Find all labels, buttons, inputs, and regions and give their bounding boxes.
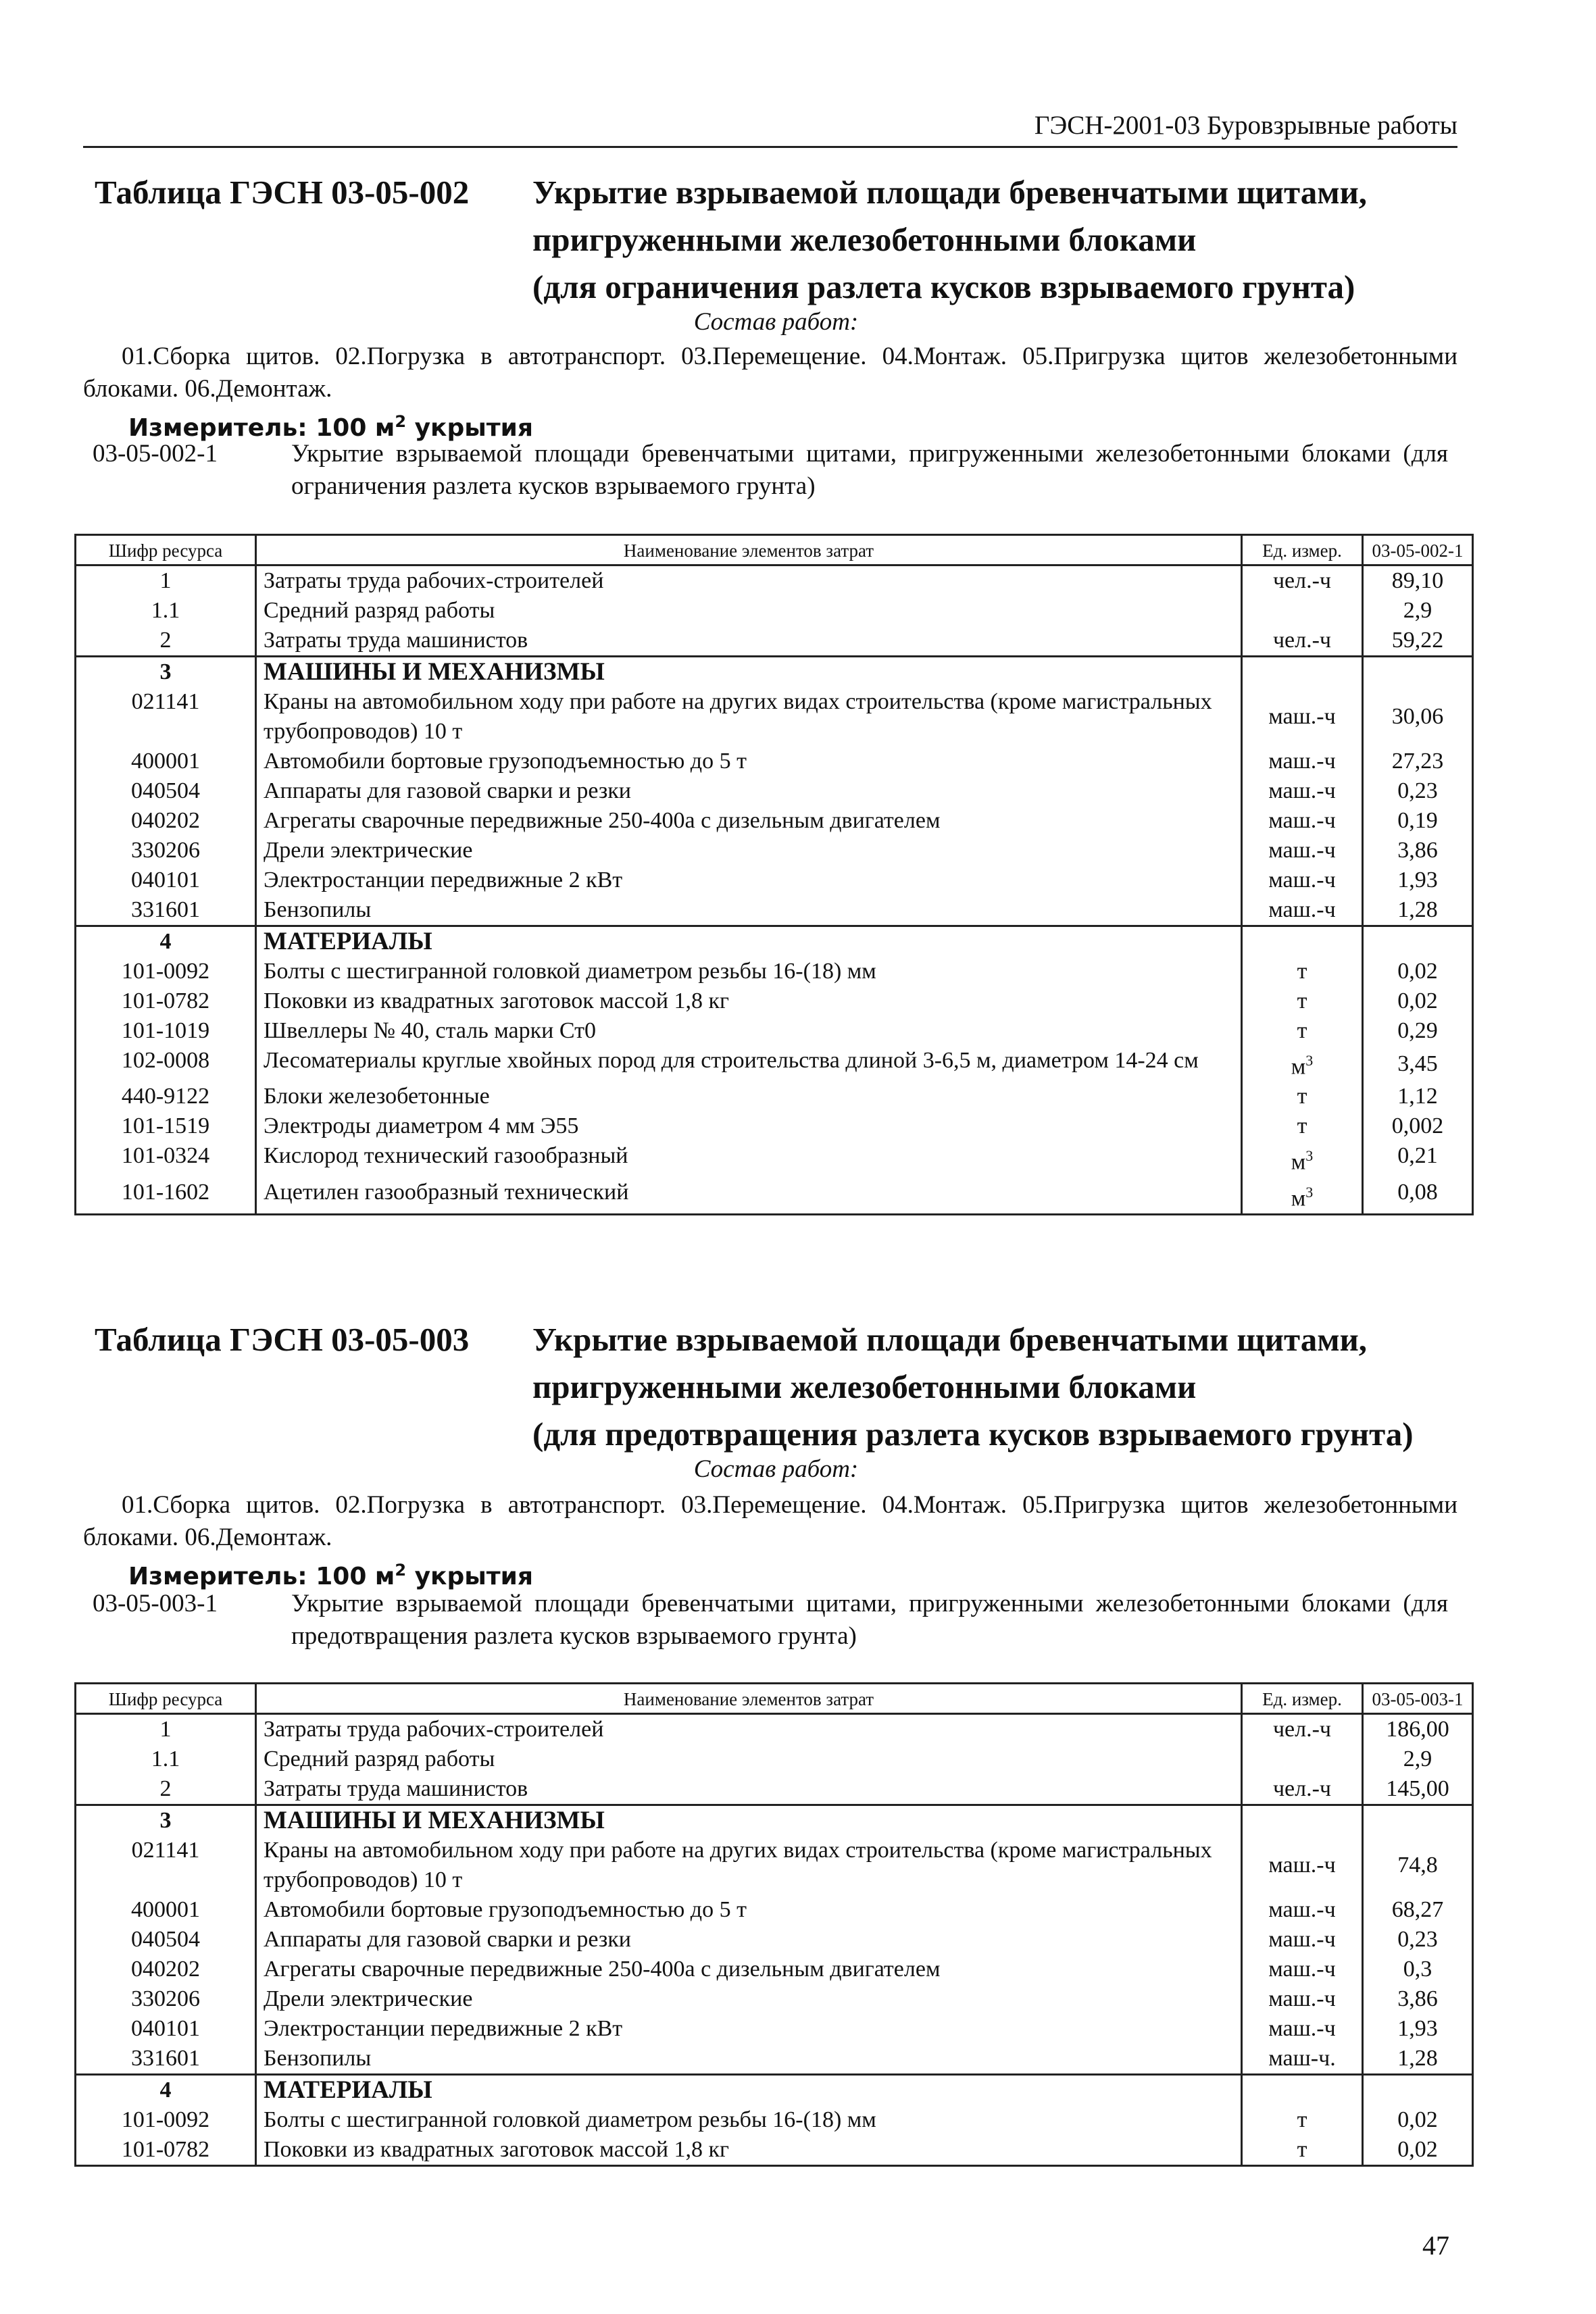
cell-code: 440-9122 bbox=[76, 1082, 256, 1111]
cell-code: 400001 bbox=[76, 1895, 256, 1925]
cell-code: 040504 bbox=[76, 1925, 256, 1955]
table-row bbox=[76, 865, 1473, 895]
cell-name: МАШИНЫ И МЕХАНИЗМЫ bbox=[256, 1805, 1242, 1836]
cell-value: 1,28 bbox=[1363, 895, 1473, 926]
table-row bbox=[76, 596, 1473, 626]
cell-value: 0,02 bbox=[1363, 2105, 1473, 2135]
cell-unit: т bbox=[1242, 1082, 1363, 1111]
table-row bbox=[76, 1984, 1473, 2014]
cell-code: 4 bbox=[76, 926, 256, 957]
cell-code: 331601 bbox=[76, 895, 256, 926]
cell-value: 2,9 bbox=[1363, 1744, 1473, 1774]
cell-value: 0,3 bbox=[1363, 1955, 1473, 1984]
norm-description: Укрытие взрываемой площади бревенчатыми щитами, пригруженными железобетонными блоками (для предотвращения разлета кусков взрываемого грунта) bbox=[291, 1590, 1448, 1650]
cell-name: МАТЕРИАЛЫ bbox=[256, 2075, 1242, 2106]
table-row bbox=[76, 1178, 1473, 1215]
cell-unit: маш.-ч bbox=[1242, 895, 1363, 926]
cell-unit bbox=[1242, 1805, 1363, 1836]
cell-unit: чел.-ч bbox=[1242, 1714, 1363, 1745]
table-section-row bbox=[76, 1805, 1473, 1836]
cell-value: 0,002 bbox=[1363, 1111, 1473, 1141]
cell-unit bbox=[1242, 926, 1363, 957]
table-row bbox=[76, 626, 1473, 657]
cell-code: 101-0092 bbox=[76, 957, 256, 986]
table-row bbox=[76, 1141, 1473, 1177]
cell-name: Электроды диаметром 4 мм Э55 bbox=[256, 1111, 1242, 1141]
cell-value: 3,86 bbox=[1363, 836, 1473, 865]
table-row bbox=[76, 1895, 1473, 1925]
cell-unit: т bbox=[1242, 957, 1363, 986]
table-title bbox=[532, 169, 1492, 311]
table-row bbox=[76, 1082, 1473, 1111]
cell-code: 4 bbox=[76, 2075, 256, 2106]
table-title-line: (для ограничения разлета кусков взрываемого грунта) bbox=[532, 268, 1355, 305]
cell-unit: т bbox=[1242, 1111, 1363, 1141]
composition-heading: Состав работ: bbox=[693, 1455, 859, 1483]
cell-name: Бензопилы bbox=[256, 895, 1242, 926]
table-row bbox=[76, 2105, 1473, 2135]
header-name: Наименование элементов затрат bbox=[256, 535, 1242, 565]
cell-value: 1,12 bbox=[1363, 1082, 1473, 1111]
cell-name: Затраты труда машинистов bbox=[256, 1774, 1242, 1805]
cell-code: 1.1 bbox=[76, 596, 256, 626]
cell-value: 30,06 bbox=[1363, 687, 1473, 747]
page-number: 47 bbox=[1422, 2230, 1449, 2261]
table-row bbox=[76, 836, 1473, 865]
meter-sup: 2 bbox=[395, 412, 407, 431]
table-row bbox=[76, 1744, 1473, 1774]
cell-value: 0,23 bbox=[1363, 776, 1473, 806]
cell-name: Краны на автомобильном ходу при работе на других видах строительства (кроме магистральных трубопроводов) 10 т bbox=[256, 687, 1242, 747]
header-norm: 03-05-003-1 bbox=[1363, 1684, 1473, 1714]
cell-unit: маш.-ч bbox=[1242, 865, 1363, 895]
cell-value: 145,00 bbox=[1363, 1774, 1473, 1805]
cell-code: 040202 bbox=[76, 1955, 256, 1984]
table-row bbox=[76, 986, 1473, 1016]
cell-name: Бензопилы bbox=[256, 2044, 1242, 2075]
cell-name: Электростанции передвижные 2 кВт bbox=[256, 865, 1242, 895]
cell-value: 1,28 bbox=[1363, 2044, 1473, 2075]
cell-code: 101-0324 bbox=[76, 1141, 256, 1177]
running-head: ГЭСН-2001-03 Буровзрывные работы bbox=[83, 108, 1457, 148]
unit-base: м bbox=[1291, 1054, 1306, 1080]
table-row bbox=[76, 957, 1473, 986]
meter-prefix: Измеритель: 100 м bbox=[128, 414, 395, 442]
cell-name: Лесоматериалы круглые хвойных пород для строительства длиной 3-6,5 м, диаметром 14-24 см bbox=[256, 1046, 1242, 1082]
cell-name: Ацетилен газообразный технический bbox=[256, 1178, 1242, 1215]
cell-code: 1.1 bbox=[76, 1744, 256, 1774]
cell-value: 68,27 bbox=[1363, 1895, 1473, 1925]
cell-value: 59,22 bbox=[1363, 626, 1473, 657]
cell-unit: маш.-ч bbox=[1242, 1984, 1363, 2014]
cell-code: 102-0008 bbox=[76, 1046, 256, 1082]
cell-name: Болты с шестигранной головкой диаметром резьбы 16-(18) мм bbox=[256, 2105, 1242, 2135]
cell-value: 0,23 bbox=[1363, 1925, 1473, 1955]
cell-value: 186,00 bbox=[1363, 1714, 1473, 1745]
cell-name: Агрегаты сварочные передвижные 250-400а с дизельным двигателем bbox=[256, 806, 1242, 836]
norm-code: 03-05-003-1 bbox=[93, 1590, 218, 1617]
cell-code: 101-0782 bbox=[76, 2135, 256, 2166]
header-norm: 03-05-002-1 bbox=[1363, 535, 1473, 565]
cell-unit: т bbox=[1242, 1016, 1363, 1046]
meter-prefix: Измеритель: 100 м bbox=[128, 1563, 395, 1590]
cell-name: Аппараты для газовой сварки и резки bbox=[256, 1925, 1242, 1955]
cell-value: 0,02 bbox=[1363, 957, 1473, 986]
cell-value: 1,93 bbox=[1363, 865, 1473, 895]
unit-base: м bbox=[1291, 1185, 1306, 1211]
cell-value: 0,21 bbox=[1363, 1141, 1473, 1177]
cell-value bbox=[1363, 926, 1473, 957]
cell-name: Болты с шестигранной головкой диаметром резьбы 16-(18) мм bbox=[256, 957, 1242, 986]
cell-unit: маш.-ч bbox=[1242, 1836, 1363, 1895]
cell-name: Кислород технический газообразный bbox=[256, 1141, 1242, 1177]
cell-name: Агрегаты сварочные передвижные 250-400а с дизельным двигателем bbox=[256, 1955, 1242, 1984]
table-title-line: (для предотвращения разлета кусков взрываемого грунта) bbox=[532, 1415, 1414, 1453]
cell-code: 101-0782 bbox=[76, 986, 256, 1016]
cell-unit bbox=[1242, 657, 1363, 688]
cell-value: 1,93 bbox=[1363, 2014, 1473, 2044]
cell-unit: т bbox=[1242, 2135, 1363, 2166]
cell-name: Средний разряд работы bbox=[256, 1744, 1242, 1774]
table-row bbox=[76, 1016, 1473, 1046]
table-row bbox=[76, 1111, 1473, 1141]
table-title-line: пригруженными железобетонными блоками bbox=[532, 1368, 1197, 1405]
table-row bbox=[76, 1774, 1473, 1805]
cell-value: 3,45 bbox=[1363, 1046, 1473, 1082]
cell-unit: маш.-ч bbox=[1242, 836, 1363, 865]
cell-name: Поковки из квадратных заготовок массой 1,8 кг bbox=[256, 2135, 1242, 2166]
cell-unit: маш-ч. bbox=[1242, 2044, 1363, 2075]
resource-table bbox=[74, 534, 1474, 1215]
cell-unit bbox=[1242, 1141, 1363, 1177]
norm-code: 03-05-002-1 bbox=[93, 440, 218, 468]
table-row bbox=[76, 776, 1473, 806]
cell-name: Средний разряд работы bbox=[256, 596, 1242, 626]
cell-code: 040101 bbox=[76, 865, 256, 895]
cell-unit: маш.-ч bbox=[1242, 1925, 1363, 1955]
unit-sup: 3 bbox=[1305, 1147, 1314, 1165]
table-section-row bbox=[76, 2075, 1473, 2106]
unit-sup: 3 bbox=[1305, 1052, 1314, 1069]
cell-value: 0,02 bbox=[1363, 986, 1473, 1016]
cell-name: МАТЕРИАЛЫ bbox=[256, 926, 1242, 957]
cell-name: Затраты труда рабочих-строителей bbox=[256, 565, 1242, 597]
table-header-row bbox=[76, 1684, 1473, 1714]
table-label: Таблица ГЭСН 03-05-003 bbox=[95, 1321, 470, 1358]
cell-unit: маш.-ч bbox=[1242, 687, 1363, 747]
cell-unit bbox=[1242, 1744, 1363, 1774]
table-row bbox=[76, 806, 1473, 836]
table-section-row bbox=[76, 926, 1473, 957]
cell-code: 101-1019 bbox=[76, 1016, 256, 1046]
table-row bbox=[76, 1046, 1473, 1082]
cell-value: 0,29 bbox=[1363, 1016, 1473, 1046]
cell-unit: т bbox=[1242, 2105, 1363, 2135]
cell-value: 0,02 bbox=[1363, 2135, 1473, 2166]
cell-code: 040504 bbox=[76, 776, 256, 806]
table-row bbox=[76, 1714, 1473, 1745]
cell-name: Электростанции передвижные 2 кВт bbox=[256, 2014, 1242, 2044]
meter-suffix: укрытия bbox=[406, 414, 534, 442]
composition-heading: Состав работ: bbox=[693, 308, 859, 336]
table-section-row bbox=[76, 657, 1473, 688]
cell-unit bbox=[1242, 1178, 1363, 1215]
cell-value: 74,8 bbox=[1363, 1836, 1473, 1895]
cell-code: 101-0092 bbox=[76, 2105, 256, 2135]
meter-sup: 2 bbox=[395, 1561, 407, 1580]
cell-name: МАШИНЫ И МЕХАНИЗМЫ bbox=[256, 657, 1242, 688]
table-label: Таблица ГЭСН 03-05-002 bbox=[95, 174, 470, 211]
header-code: Шифр ресурса bbox=[76, 1684, 256, 1714]
table-row bbox=[76, 895, 1473, 926]
cell-name: Автомобили бортовые грузоподъемностью до 5 т bbox=[256, 1895, 1242, 1925]
cell-code: 330206 bbox=[76, 836, 256, 865]
cell-name: Блоки железобетонные bbox=[256, 1082, 1242, 1111]
cell-name: Затраты труда машинистов bbox=[256, 626, 1242, 657]
cell-unit bbox=[1242, 2075, 1363, 2106]
unit-base: м bbox=[1291, 1149, 1306, 1175]
cell-code: 1 bbox=[76, 565, 256, 597]
table-row bbox=[76, 1925, 1473, 1955]
cell-code: 021141 bbox=[76, 687, 256, 747]
composition-text: 01.Сборка щитов. 02.Погрузка в автотранспорт. 03.Перемещение. 04.Монтаж. 05.Пригрузка щитов железобетонными блоками. 06.Демонтаж. bbox=[83, 1491, 1457, 1551]
table-title-line: пригруженными железобетонными блоками bbox=[532, 221, 1197, 258]
cell-value: 0,08 bbox=[1363, 1178, 1473, 1215]
cell-unit: чел.-ч bbox=[1242, 626, 1363, 657]
cell-code: 3 bbox=[76, 1805, 256, 1836]
cell-code: 040101 bbox=[76, 2014, 256, 2044]
cell-unit: чел.-ч bbox=[1242, 1774, 1363, 1805]
cell-unit: маш.-ч bbox=[1242, 2014, 1363, 2044]
table-header-row bbox=[76, 535, 1473, 565]
table-row bbox=[76, 747, 1473, 776]
cell-unit: маш.-ч bbox=[1242, 1895, 1363, 1925]
header-unit: Ед. измер. bbox=[1242, 1684, 1363, 1714]
cell-name: Поковки из квадратных заготовок массой 1,8 кг bbox=[256, 986, 1242, 1016]
cell-name: Швеллеры № 40, сталь марки Ст0 bbox=[256, 1016, 1242, 1046]
cell-unit: чел.-ч bbox=[1242, 565, 1363, 597]
cell-value: 2,9 bbox=[1363, 596, 1473, 626]
cell-code: 021141 bbox=[76, 1836, 256, 1895]
cell-value: 3,86 bbox=[1363, 1984, 1473, 2014]
cell-value: 0,19 bbox=[1363, 806, 1473, 836]
composition-text: 01.Сборка щитов. 02.Погрузка в автотранспорт. 03.Перемещение. 04.Монтаж. 05.Пригрузка щитов железобетонными блоками. 06.Демонтаж. bbox=[83, 343, 1457, 403]
meter-suffix: укрытия bbox=[406, 1563, 534, 1590]
cell-value bbox=[1363, 657, 1473, 688]
cell-code: 331601 bbox=[76, 2044, 256, 2075]
cell-code: 400001 bbox=[76, 747, 256, 776]
cell-name: Аппараты для газовой сварки и резки bbox=[256, 776, 1242, 806]
table-row bbox=[76, 1955, 1473, 1984]
cell-unit: маш.-ч bbox=[1242, 1955, 1363, 1984]
header-code: Шифр ресурса bbox=[76, 535, 256, 565]
cell-code: 3 bbox=[76, 657, 256, 688]
cell-unit: т bbox=[1242, 986, 1363, 1016]
cell-code: 101-1602 bbox=[76, 1178, 256, 1215]
resource-table bbox=[74, 1682, 1474, 2167]
cell-code: 2 bbox=[76, 1774, 256, 1805]
unit-sup: 3 bbox=[1305, 1183, 1314, 1201]
cell-code: 2 bbox=[76, 626, 256, 657]
cell-value: 27,23 bbox=[1363, 747, 1473, 776]
table-row bbox=[76, 1836, 1473, 1895]
cell-code: 1 bbox=[76, 1714, 256, 1745]
cell-value bbox=[1363, 1805, 1473, 1836]
cell-unit: маш.-ч bbox=[1242, 806, 1363, 836]
table-row bbox=[76, 565, 1473, 597]
table-title bbox=[532, 1316, 1492, 1458]
cell-unit bbox=[1242, 596, 1363, 626]
table-row bbox=[76, 2135, 1473, 2166]
cell-unit bbox=[1242, 1046, 1363, 1082]
header-unit: Ед. измер. bbox=[1242, 535, 1363, 565]
cell-name: Дрели электрические bbox=[256, 836, 1242, 865]
table-title-line: Укрытие взрываемой площади бревенчатыми щитами, bbox=[532, 1321, 1368, 1358]
cell-name: Автомобили бортовые грузоподъемностью до 5 т bbox=[256, 747, 1242, 776]
header-name: Наименование элементов затрат bbox=[256, 1684, 1242, 1714]
cell-name: Дрели электрические bbox=[256, 1984, 1242, 2014]
table-row bbox=[76, 687, 1473, 747]
cell-code: 101-1519 bbox=[76, 1111, 256, 1141]
cell-unit: маш.-ч bbox=[1242, 776, 1363, 806]
cell-name: Краны на автомобильном ходу при работе на других видах строительства (кроме магистральных трубопроводов) 10 т bbox=[256, 1836, 1242, 1895]
table-row bbox=[76, 2044, 1473, 2075]
cell-unit: маш.-ч bbox=[1242, 747, 1363, 776]
table-title-line: Укрытие взрываемой площади бревенчатыми щитами, bbox=[532, 174, 1368, 211]
norm-description: Укрытие взрываемой площади бревенчатыми щитами, пригруженными железобетонными блоками (для ограничения разлета кусков взрываемого грунта) bbox=[291, 440, 1448, 500]
cell-code: 040202 bbox=[76, 806, 256, 836]
cell-value bbox=[1363, 2075, 1473, 2106]
cell-code: 330206 bbox=[76, 1984, 256, 2014]
cell-value: 89,10 bbox=[1363, 565, 1473, 597]
cell-name: Затраты труда рабочих-строителей bbox=[256, 1714, 1242, 1745]
table-row bbox=[76, 2014, 1473, 2044]
